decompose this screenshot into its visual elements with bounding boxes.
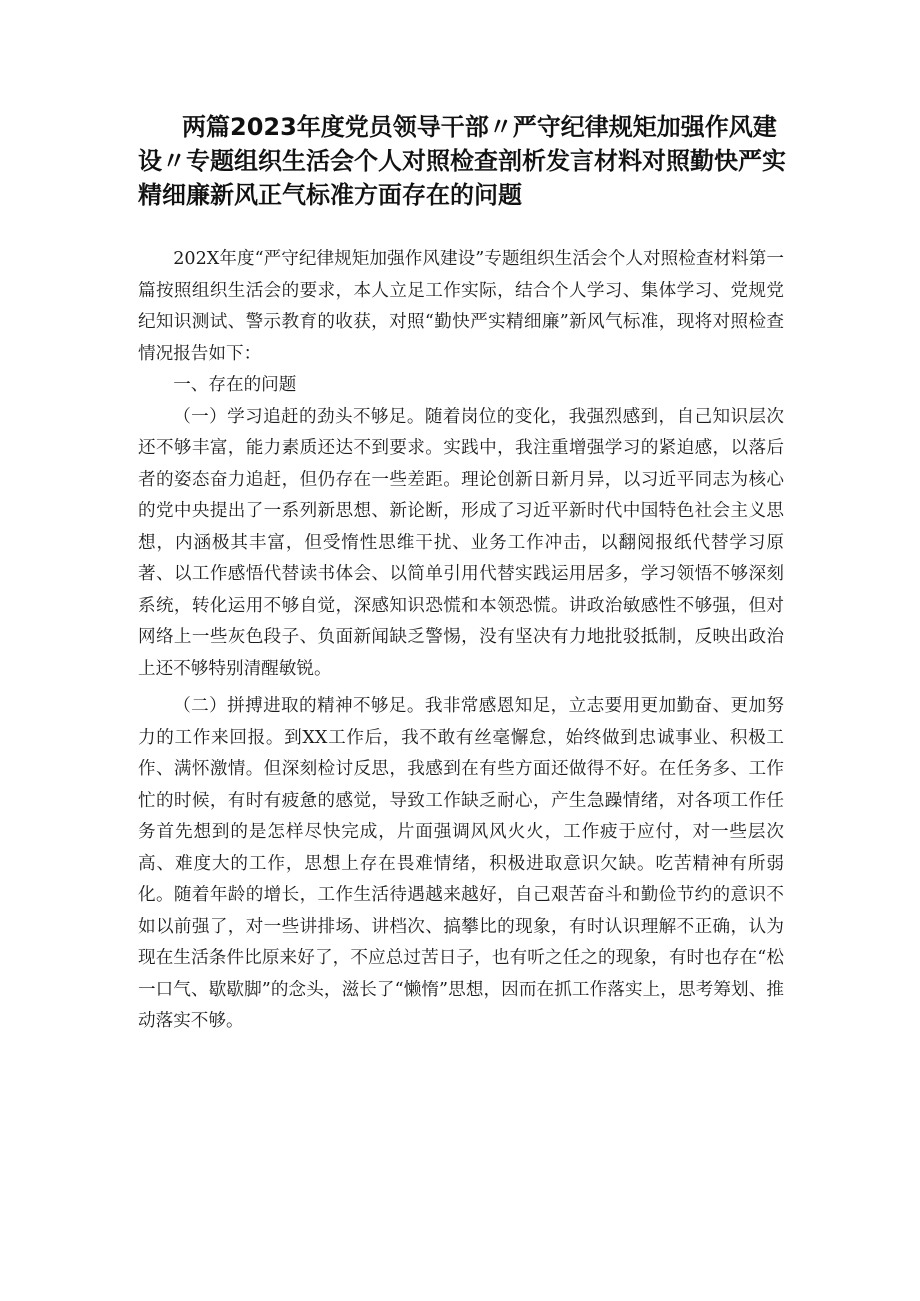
document-body (138, 244, 784, 1038)
body-paragraph-1: （一）学习追赶的劲头不够足。随着岗位的变化，我强烈感到，自己知识层次还不够丰富，能力素质还达不到要求。实践中，我注重增强学习的紧迫感，以落后者的姿态奋力追赶，但仍存在一些差距。理论创新日新月异，以习近平同志为核心的党中央提出了一系列新思想、新论断，形成了习近平新时代中国特色社会主义思想，内涵极其丰富，但受惰性思维干扰、业务工作冲击，以翻阅报纸代替学习原著、以工作感悟代替读书体会、以简单引用代替实践运用居多，学习领悟不够深刻系统，转化运用不够自觉，深感知识恐慌和本领恐慌。讲政治敏感性不够强，但对网络上一些灰色段子、负面新闻缺乏警惕，没有坚决有力地批驳抵制，反映出政治上还不够特别清醒敏锐。 (138, 406, 784, 679)
section-heading: 一、存在的问题 (173, 375, 297, 395)
document-title: 两篇2023年度党员领导干部〃严守纪律规矩加强作风建设〃专题组织生活会个人对照检查剖析发言材料对照勤快严实精细廉新风正气标准方面存在的问题 (138, 113, 786, 209)
intro-paragraph: 202X年度“严守纪律规矩加强作风建设”专题组织生活会个人对照检查材料第一篇按照组织生活会的要求，本人立足工作实际，结合个人学习、集体学习、党规党纪知识测试、警示教育的收获，对照“勤快严实精细廉”新风气标准，现将对照检查情况报告如下： (138, 249, 784, 364)
body-paragraph-2: （二）拼搏进取的精神不够足。我非常感恩知足，立志要用更加勤奋、更加努力的工作来回报。到XX工作后，我不敢有丝毫懈怠，始终做到忠诚事业、积极工作、满怀激情。但深刻检讨反思，我感到在有些方面还做得不好。在任务多、工作忙的时候，有时有疲惫的感觉，导致工作缺乏耐心，产生急躁情绪，对各项工作任务首先想到的是怎样尽快完成，片面强调风风火火，工作疲于应付，对一些层次高、难度大的工作，思想上存在畏难情绪，积极进取意识欠缺。吃苦精神有所弱化。随着年龄的增长，工作生活待遇越来越好，自己艰苦奋斗和勤俭节约的意识不如以前强了，对一些讲排场、讲档次、搞攀比的现象，有时认识理解不正确，认为现在生活条件比原来好了，不应总过苦日子，也有听之任之的现象，有时也存在“松一口气、歇歇脚”的念头，滋长了“懒惰”思想，因而在抓工作落实上，思考筹划、推动落实不够。 (138, 696, 784, 1031)
